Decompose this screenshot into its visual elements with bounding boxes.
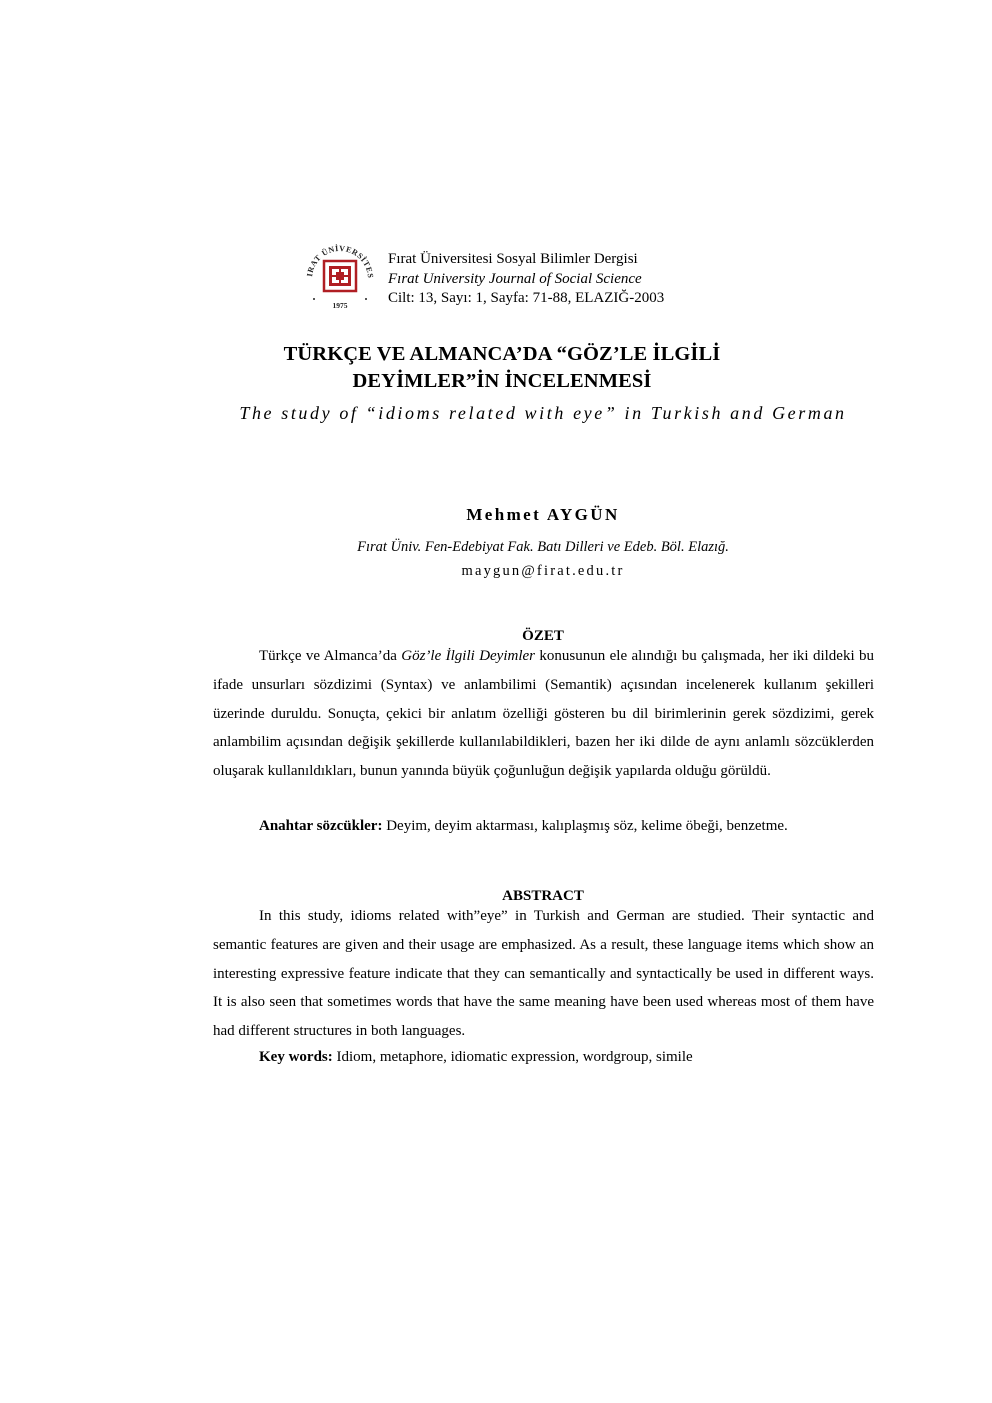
ozet-text-start: Türkçe ve Almanca’da <box>259 648 402 664</box>
ozet-keywords-list: Deyim, deyim aktarması, kalıplaşmış söz, kelime öbeği, benzetme. <box>382 818 788 834</box>
abstract-keywords-list: Idiom, metaphore, idiomatic expression, wordgroup, simile <box>332 1049 693 1065</box>
author-affiliation: Fırat Üniv. Fen-Edebiyat Fak. Batı Dilleri ve Edeb. Böl. Elazığ. <box>357 539 729 555</box>
university-seal-icon <box>302 241 380 313</box>
paper-title-line2: DEYİMLER”İN İNCELENMESİ <box>352 370 652 392</box>
ozet-heading: ÖZET <box>522 628 564 644</box>
journal-header <box>388 250 664 309</box>
ozet-keywords-label: Anahtar sözcükler: <box>259 818 383 834</box>
paper-title-english: The study of “idioms related with eye” in Turkish and German <box>239 403 847 423</box>
paper-title-line1: TÜRKÇE VE ALMANCA’DA “GÖZ’LE İLGİLİ <box>283 343 721 365</box>
journal-citation: Cilt: 13, Sayı: 1, Sayfa: 71-88, ELAZIĞ-2003 <box>388 290 665 306</box>
journal-name-en: Fırat University Journal of Social Science <box>388 270 642 287</box>
abstract-paragraph: In this study, idioms related with”eye” in Turkish and German are studied. Their syntactic and semantic features are given and their usage are emphasized. As a result, these language items which show an interesting expressive feature indicate that they can semantically and syntactically be used in different ways. It is also seen that sometimes words that have the same meaning have been used whereas most of them have had different structures in both languages. <box>213 908 874 1040</box>
author-email[interactable]: maygun@firat.edu.tr <box>461 563 625 579</box>
abstract-keywords <box>259 1049 693 1066</box>
ozet-text-italic: Göz’le İlgili Deyimler <box>401 648 536 664</box>
journal-name-tr: Fırat Üniversitesi Sosyal Bilimler Dergisi <box>388 251 638 267</box>
seal-arc-text: IRAT ÜNİVERSİTES <box>305 243 376 279</box>
seal-year: 1975 <box>332 301 348 310</box>
author-name: Mehmet AYGÜN <box>466 505 620 524</box>
ozet-text-rest: konusunun ele alındığı bu çalışmada, her iki dildeki bu ifade unsurları sözdizimi (Syntax) ve anlambilimi (Semantik) açısından incelenerek kullanım şekilleri üzerinde duruldu. Sonuçta, çekici bir anlatım özelliği gösteren bu dil birimlerinin gerek sözdizimi, gerek anlambilim açısından değişik şekillerde kullanılabildikleri, bazen her iki dilde de aynı anlamlı sözcüklerden oluşarak kullanıldıkları, bunun yanında büyük çoğunluğun değişik yapılarda olduğu görüldü. <box>213 648 874 780</box>
ozet-keywords <box>259 818 788 835</box>
abstract-keywords-label: Key words: <box>259 1049 333 1065</box>
abstract-heading: ABSTRACT <box>502 888 584 904</box>
ozet-paragraph <box>213 642 874 786</box>
